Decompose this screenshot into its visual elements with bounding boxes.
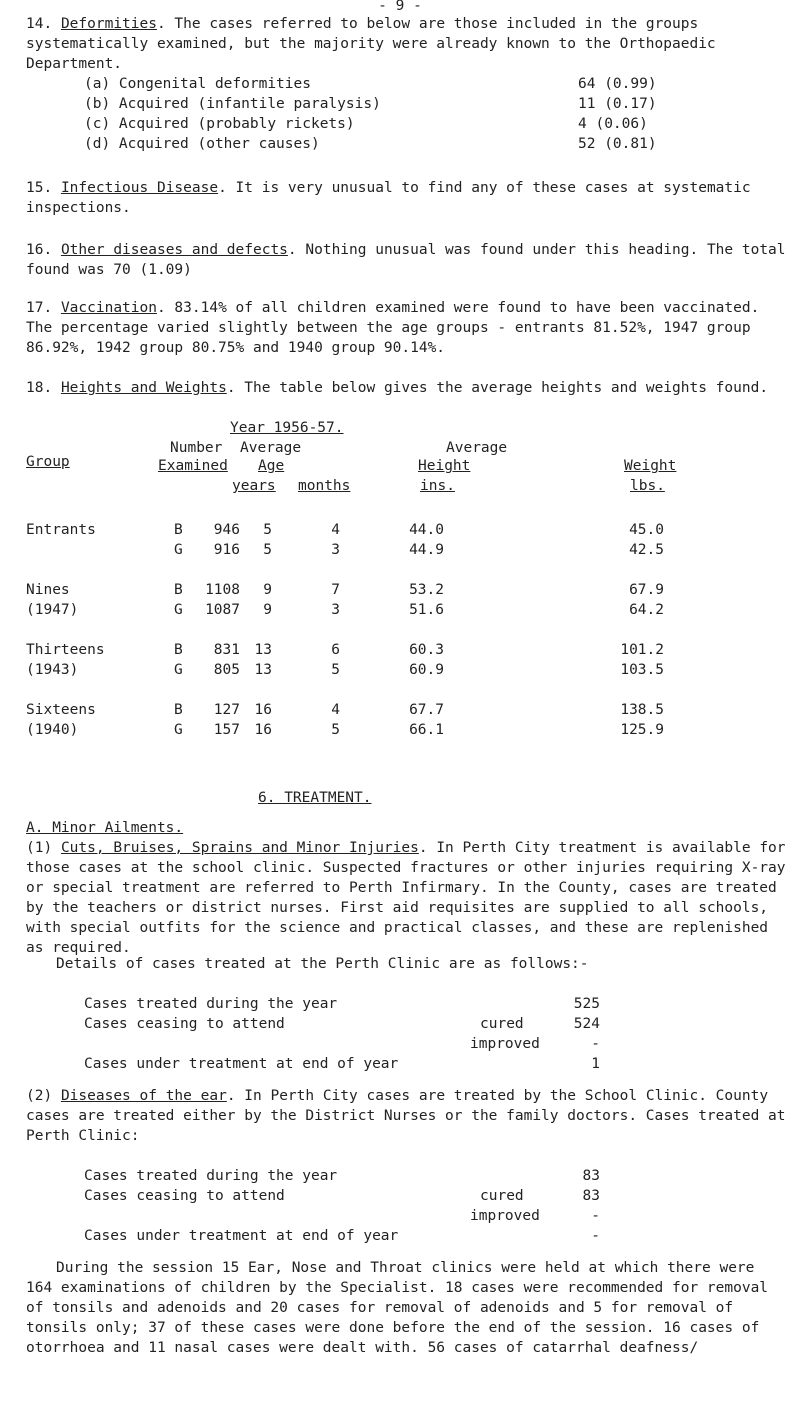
- section-17-number: 17.: [26, 300, 53, 316]
- table-caption: Year 1956-57.: [230, 420, 344, 436]
- cell-months: 4: [331, 522, 340, 538]
- section-18-heading: Heights and Weights: [60, 380, 227, 396]
- cell-number: 831: [213, 642, 240, 658]
- section-16-text: . Nothing unusual was found under this heading. The total found was 70 (1.09): [26, 242, 786, 278]
- paragraph-2-number: (2): [26, 1088, 53, 1104]
- cell-group: Sixteens: [26, 702, 96, 718]
- header-weight-unit: lbs.: [630, 478, 665, 494]
- cell-years: 9: [263, 582, 272, 598]
- header-age-1: Average: [240, 440, 302, 456]
- section-18: [26, 378, 786, 398]
- section-17: [26, 298, 786, 358]
- section-16: [26, 240, 786, 280]
- section-15-number: 15.: [26, 180, 53, 196]
- cell-months: 7: [331, 582, 340, 598]
- stat-label: improved: [470, 1208, 540, 1224]
- cell-years: 5: [263, 542, 272, 558]
- stat-label: Cases under treatment at end of year: [84, 1228, 399, 1244]
- minor-ailments-title: A. Minor Ailments.: [26, 820, 184, 836]
- header-height: Height: [418, 458, 471, 474]
- cell-height: 53.2: [409, 582, 444, 598]
- stat-label: Cases treated during the year: [84, 1168, 338, 1184]
- section-14-text: . The cases referred to below are those included in the groups systematically examined, but the majority were already known to the Orthopaedic Department.: [26, 16, 716, 72]
- stat-value: 1: [591, 1056, 600, 1072]
- cell-weight: 101.2: [620, 642, 664, 658]
- stat-label: Cases treated during the year: [84, 996, 338, 1012]
- stat-value: 83: [582, 1188, 600, 1204]
- cell-height: 60.3: [409, 642, 444, 658]
- cell-group: Thirteens: [26, 642, 105, 658]
- paragraph-2-heading: Diseases of the ear: [60, 1088, 227, 1104]
- section-15-text: . It is very unusual to find any of these cases at systematic inspections.: [26, 180, 751, 216]
- stat-value: 83: [582, 1168, 600, 1184]
- cell-number: 916: [213, 542, 240, 558]
- cell-years: 16: [254, 702, 272, 718]
- cell-months: 3: [331, 602, 340, 618]
- stat-label: cured: [480, 1188, 524, 1204]
- stat-label: cured: [480, 1016, 524, 1032]
- stat-value: 524: [573, 1016, 600, 1032]
- deformity-value-b: 11 (0.17): [578, 96, 657, 112]
- header-number-1: Number: [170, 440, 223, 456]
- cell-years: 13: [254, 662, 272, 678]
- section-17-heading: Vaccination: [60, 300, 157, 316]
- cell-group: (1940): [26, 722, 79, 738]
- cell-weight: 64.2: [629, 602, 664, 618]
- stat-label: Cases under treatment at end of year: [84, 1056, 399, 1072]
- deformity-value-d: 52 (0.81): [578, 136, 657, 152]
- stat-label: improved: [470, 1036, 540, 1052]
- cell-group: (1943): [26, 662, 79, 678]
- section-17-text: . 83.14% of all children examined were found to have been vaccinated. The percentage varied slightly between the age groups - entrants 81.52%, 1947 group 86.92%, 1942 group 80.75% and 1940 group 90.14%.: [26, 300, 760, 356]
- header-years: years: [232, 478, 276, 494]
- stat-value: -: [591, 1208, 600, 1224]
- cell-number: 946: [213, 522, 240, 538]
- header-group: Group: [26, 454, 70, 470]
- section-18-number: 18.: [26, 380, 53, 396]
- ent-clinics-paragraph: During the session 15 Ear, Nose and Throat clinics were held at which there were 164 examinations of children by the Specialist. 18 cases were recommended for removal of tonsils and adenoids and 20 cases for removal of adenoids and 5 for removal of tonsils only; 37 of these cases were done before the end of the session. 16 cases of otorrhoea and 11 nasal cases were dealt with. 56 cases of catarrhal deafness/: [26, 1260, 769, 1356]
- paragraph-1: [26, 838, 786, 958]
- paragraph-1-text: . In Perth City treatment is available for those cases at the school clinic. Suspected fractures or other injuries requiring X-ray or special treatment are referred to Perth Infirmary. In the County, cases are treated by the teachers or district nurses. First aid requisites are supplied to all schools, with special outfits for the science and practical classes, and these are replenished as required.: [26, 840, 786, 956]
- cell-years: 13: [254, 642, 272, 658]
- deformity-value-c: 4 (0.06): [578, 116, 648, 132]
- cell-group: Nines: [26, 582, 70, 598]
- deformity-label-c: (c) Acquired (probably rickets): [84, 116, 355, 132]
- paragraph-1-heading: Cuts, Bruises, Sprains and Minor Injuries: [60, 840, 419, 856]
- cell-sex: G: [174, 602, 183, 618]
- section-18-text: . The table below gives the average heights and weights found.: [226, 380, 769, 396]
- cell-group: (1947): [26, 602, 79, 618]
- cell-weight: 138.5: [620, 702, 664, 718]
- header-height-unit: ins.: [420, 478, 455, 494]
- paragraph-2-text: . In Perth City cases are treated by the School Clinic. County cases are treated either by the District Nurses or the family doctors. Cases treated at Perth Clinic:: [26, 1088, 786, 1144]
- cell-months: 4: [331, 702, 340, 718]
- cell-number: 127: [213, 702, 240, 718]
- cell-height: 66.1: [409, 722, 444, 738]
- header-number-2: Examined: [158, 458, 228, 474]
- cell-number: 157: [213, 722, 240, 738]
- cell-number: 1087: [205, 602, 240, 618]
- stat-label: Cases ceasing to attend: [84, 1016, 285, 1032]
- cell-number: 1108: [205, 582, 240, 598]
- cell-months: 3: [331, 542, 340, 558]
- cell-sex: G: [174, 662, 183, 678]
- cell-years: 9: [263, 602, 272, 618]
- cell-years: 16: [254, 722, 272, 738]
- cell-sex: B: [174, 702, 183, 718]
- cell-height: 67.7: [409, 702, 444, 718]
- stat-label: Cases ceasing to attend: [84, 1188, 285, 1204]
- cell-sex: G: [174, 722, 183, 738]
- cell-months: 6: [331, 642, 340, 658]
- stat-value: 525: [573, 996, 600, 1012]
- cell-sex: B: [174, 522, 183, 538]
- section-14: [26, 14, 786, 74]
- deformity-label-b: (b) Acquired (infantile paralysis): [84, 96, 381, 112]
- section-15: [26, 178, 786, 218]
- header-average: Average: [446, 440, 508, 456]
- cell-weight: 67.9: [629, 582, 664, 598]
- paragraph-2: [26, 1086, 786, 1146]
- deformity-label-d: (d) Acquired (other causes): [84, 136, 320, 152]
- deformity-label-a: (a) Congenital deformities: [84, 76, 311, 92]
- deformity-value-a: 64 (0.99): [578, 76, 657, 92]
- cell-sex: B: [174, 582, 183, 598]
- section-16-number: 16.: [26, 242, 53, 258]
- cell-years: 5: [263, 522, 272, 538]
- cell-weight: 103.5: [620, 662, 664, 678]
- cell-height: 60.9: [409, 662, 444, 678]
- section-15-heading: Infectious Disease: [60, 180, 219, 196]
- cell-sex: G: [174, 542, 183, 558]
- paragraph-1-number: (1): [26, 840, 53, 856]
- page-number: - 9 -: [378, 0, 422, 14]
- header-months: months: [298, 478, 351, 494]
- section-16-heading: Other diseases and defects: [60, 242, 288, 258]
- cell-weight: 45.0: [629, 522, 664, 538]
- cell-sex: B: [174, 642, 183, 658]
- section-14-heading: Deformities: [60, 16, 157, 32]
- header-age-2: Age: [258, 458, 285, 474]
- stat-value: -: [591, 1228, 600, 1244]
- clinic-details-intro: Details of cases treated at the Perth Clinic are as follows:-: [56, 956, 589, 972]
- cell-height: 44.0: [409, 522, 444, 538]
- cell-months: 5: [331, 722, 340, 738]
- cell-weight: 42.5: [629, 542, 664, 558]
- section-6-title: 6. TREATMENT.: [258, 790, 372, 806]
- cell-height: 51.6: [409, 602, 444, 618]
- cell-number: 805: [213, 662, 240, 678]
- section-14-number: 14.: [26, 16, 53, 32]
- header-weight: Weight: [624, 458, 677, 474]
- stat-value: -: [591, 1036, 600, 1052]
- cell-months: 5: [331, 662, 340, 678]
- cell-height: 44.9: [409, 542, 444, 558]
- cell-weight: 125.9: [620, 722, 664, 738]
- cell-group: Entrants: [26, 522, 96, 538]
